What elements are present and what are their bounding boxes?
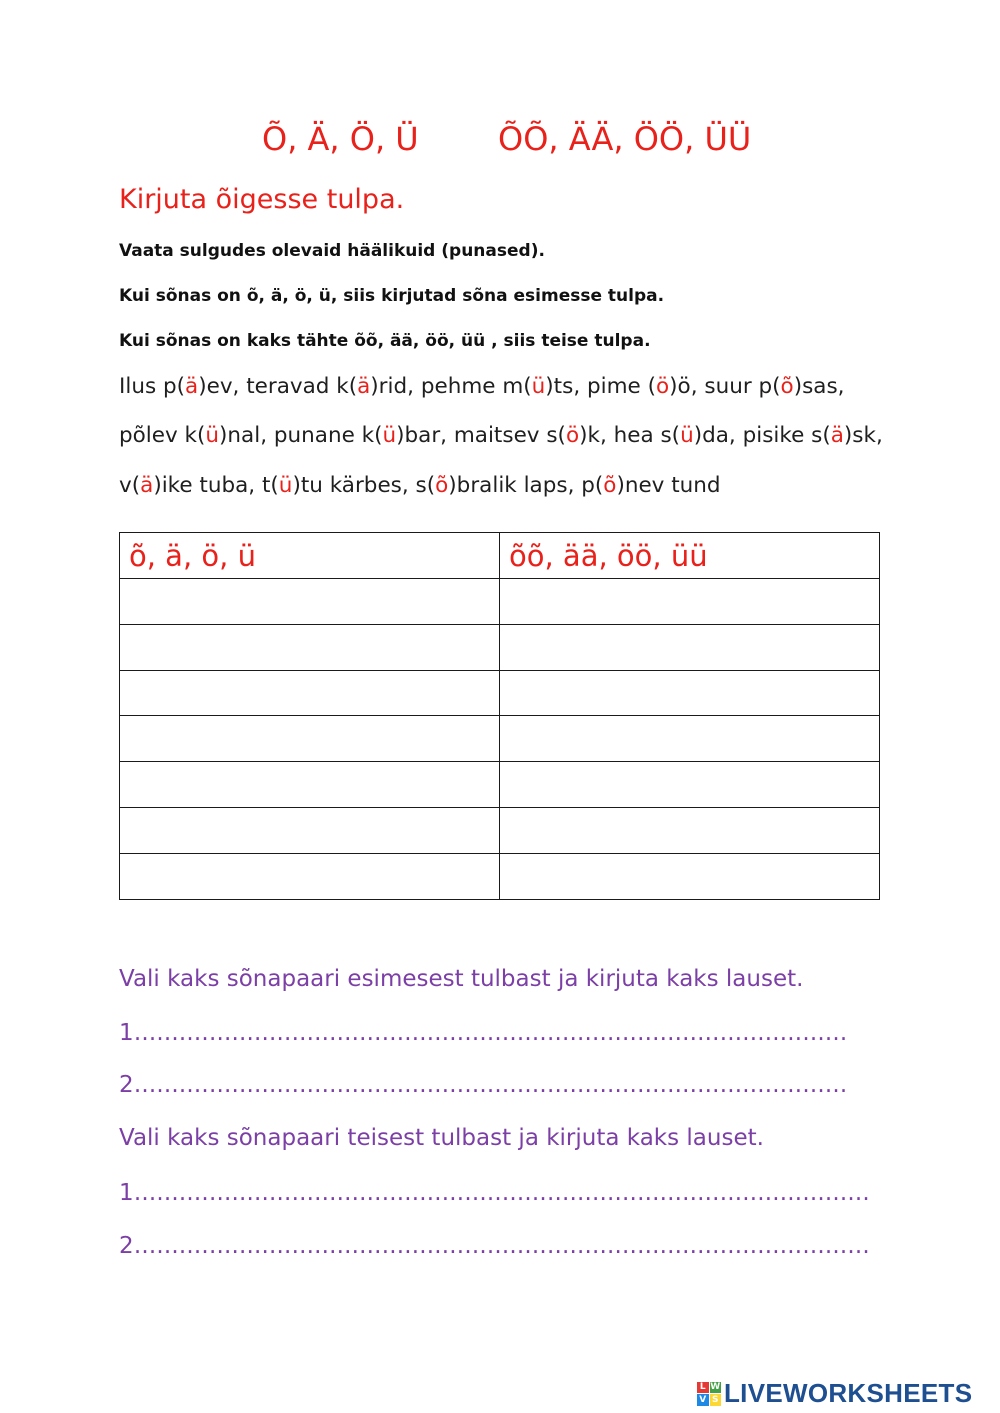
table-row [120,670,880,716]
highlighted-vowel: õ [780,374,794,399]
answer-cell-double[interactable] [500,670,880,716]
table-row [120,853,880,899]
highlighted-vowel: õ [603,473,617,498]
word-text: )ö, suur p( [669,374,781,399]
highlighted-vowel: ü [278,473,293,498]
word-text: )ts, pime ( [545,374,656,399]
highlighted-vowel: õ [435,473,449,498]
logo-tile-1: L [697,1382,709,1394]
answer-cell-single[interactable] [120,624,500,670]
answer-cell-single[interactable] [120,807,500,853]
word-text: )nal, punane k( [219,423,383,448]
answer-cell-double[interactable] [500,807,880,853]
table-row [120,579,880,625]
word-list-line-2 [119,423,883,448]
word-text: )k, hea s( [579,423,681,448]
logo-tile-2: W [710,1382,721,1393]
table-row [120,716,880,762]
highlighted-vowel: ä [140,473,154,498]
exercise-heading: Kirjuta õigesse tulpa. [119,184,405,215]
word-text: )ike tuba, t( [153,473,279,498]
word-text: )bar, maitsev s( [396,423,566,448]
answer-cell-double[interactable] [500,853,880,899]
table-row [120,624,880,670]
column-header-double: õõ, ää, öö, üü [500,533,880,579]
highlighted-vowel: ö [656,374,670,399]
highlighted-vowel: ü [531,374,546,399]
highlighted-vowel: ö [565,423,580,448]
word-text: põlev k( [119,423,206,448]
answer-cell-double[interactable] [500,716,880,762]
highlighted-vowel: ü [205,423,220,448]
answer-cell-single[interactable] [120,670,500,716]
word-text: )da, pisike s( [693,423,831,448]
instruction-3: Kui sõnas on kaks tähte õõ, ää, öö, üü , siis teise tulpa. [119,331,651,351]
liveworksheets-logo-text: LIVEWORKSHEETS [724,1378,973,1408]
liveworksheets-logo [697,1378,972,1409]
word-text: )sk, [843,423,883,448]
word-text: )tu kärbes, s( [292,473,436,498]
word-list-line-3 [119,473,721,498]
title-single-vowels: Õ, Ä, Ö, Ü [262,120,419,158]
table-row [120,807,880,853]
highlighted-vowel: ü [680,423,694,448]
sorting-table [119,532,880,900]
task-2-answer-line-2[interactable]: 2.................................................................................................. [119,1233,870,1259]
answer-cell-double[interactable] [500,762,880,808]
highlighted-vowel: ä [357,374,371,399]
task-2-answer-line-1[interactable]: 1.................................................................................................. [119,1180,870,1206]
table-header-row [120,533,880,579]
instruction-2: Kui sõnas on õ, ä, ö, ü, siis kirjutad sõna esimesse tulpa. [119,286,665,306]
table-row [120,762,880,808]
word-text: Ilus p( [119,374,186,399]
word-list-line-1 [119,374,845,399]
answer-cell-single[interactable] [120,579,500,625]
highlighted-vowel: ü [382,423,397,448]
table-body [120,579,880,900]
word-text: )ev, teravad k( [198,374,358,399]
instruction-1: Vaata sulgudes olevaid häälikuid (punased). [119,241,545,261]
answer-cell-double[interactable] [500,624,880,670]
task-1-prompt: Vali kaks sõnapaari esimesest tulbast ja kirjuta kaks lauset. [119,966,804,992]
logo-tile-4: S [710,1394,722,1406]
answer-cell-single[interactable] [120,716,500,762]
logo-tile-3: V [697,1394,709,1406]
word-text: )rid, pehme m( [370,374,532,399]
task-2-prompt: Vali kaks sõnapaari teisest tulbast ja kirjuta kaks lauset. [119,1125,764,1151]
task-1-answer-line-2[interactable]: 2............................................................................................... [119,1072,848,1098]
word-text: v( [119,473,141,498]
answer-cell-single[interactable] [120,762,500,808]
title-double-vowels: ÕÕ, ÄÄ, ÖÖ, ÜÜ [498,120,752,158]
word-text: )nev tund [616,473,721,498]
word-text: )sas, [793,374,845,399]
highlighted-vowel: ä [185,374,199,399]
word-text: )bralik laps, p( [448,473,604,498]
task-1-answer-line-1[interactable]: 1............................................................................................... [119,1020,848,1046]
answer-cell-double[interactable] [500,579,880,625]
column-header-single: õ, ä, ö, ü [120,533,500,579]
highlighted-vowel: ä [830,423,844,448]
liveworksheets-logo-icon [697,1382,721,1406]
answer-cell-single[interactable] [120,853,500,899]
